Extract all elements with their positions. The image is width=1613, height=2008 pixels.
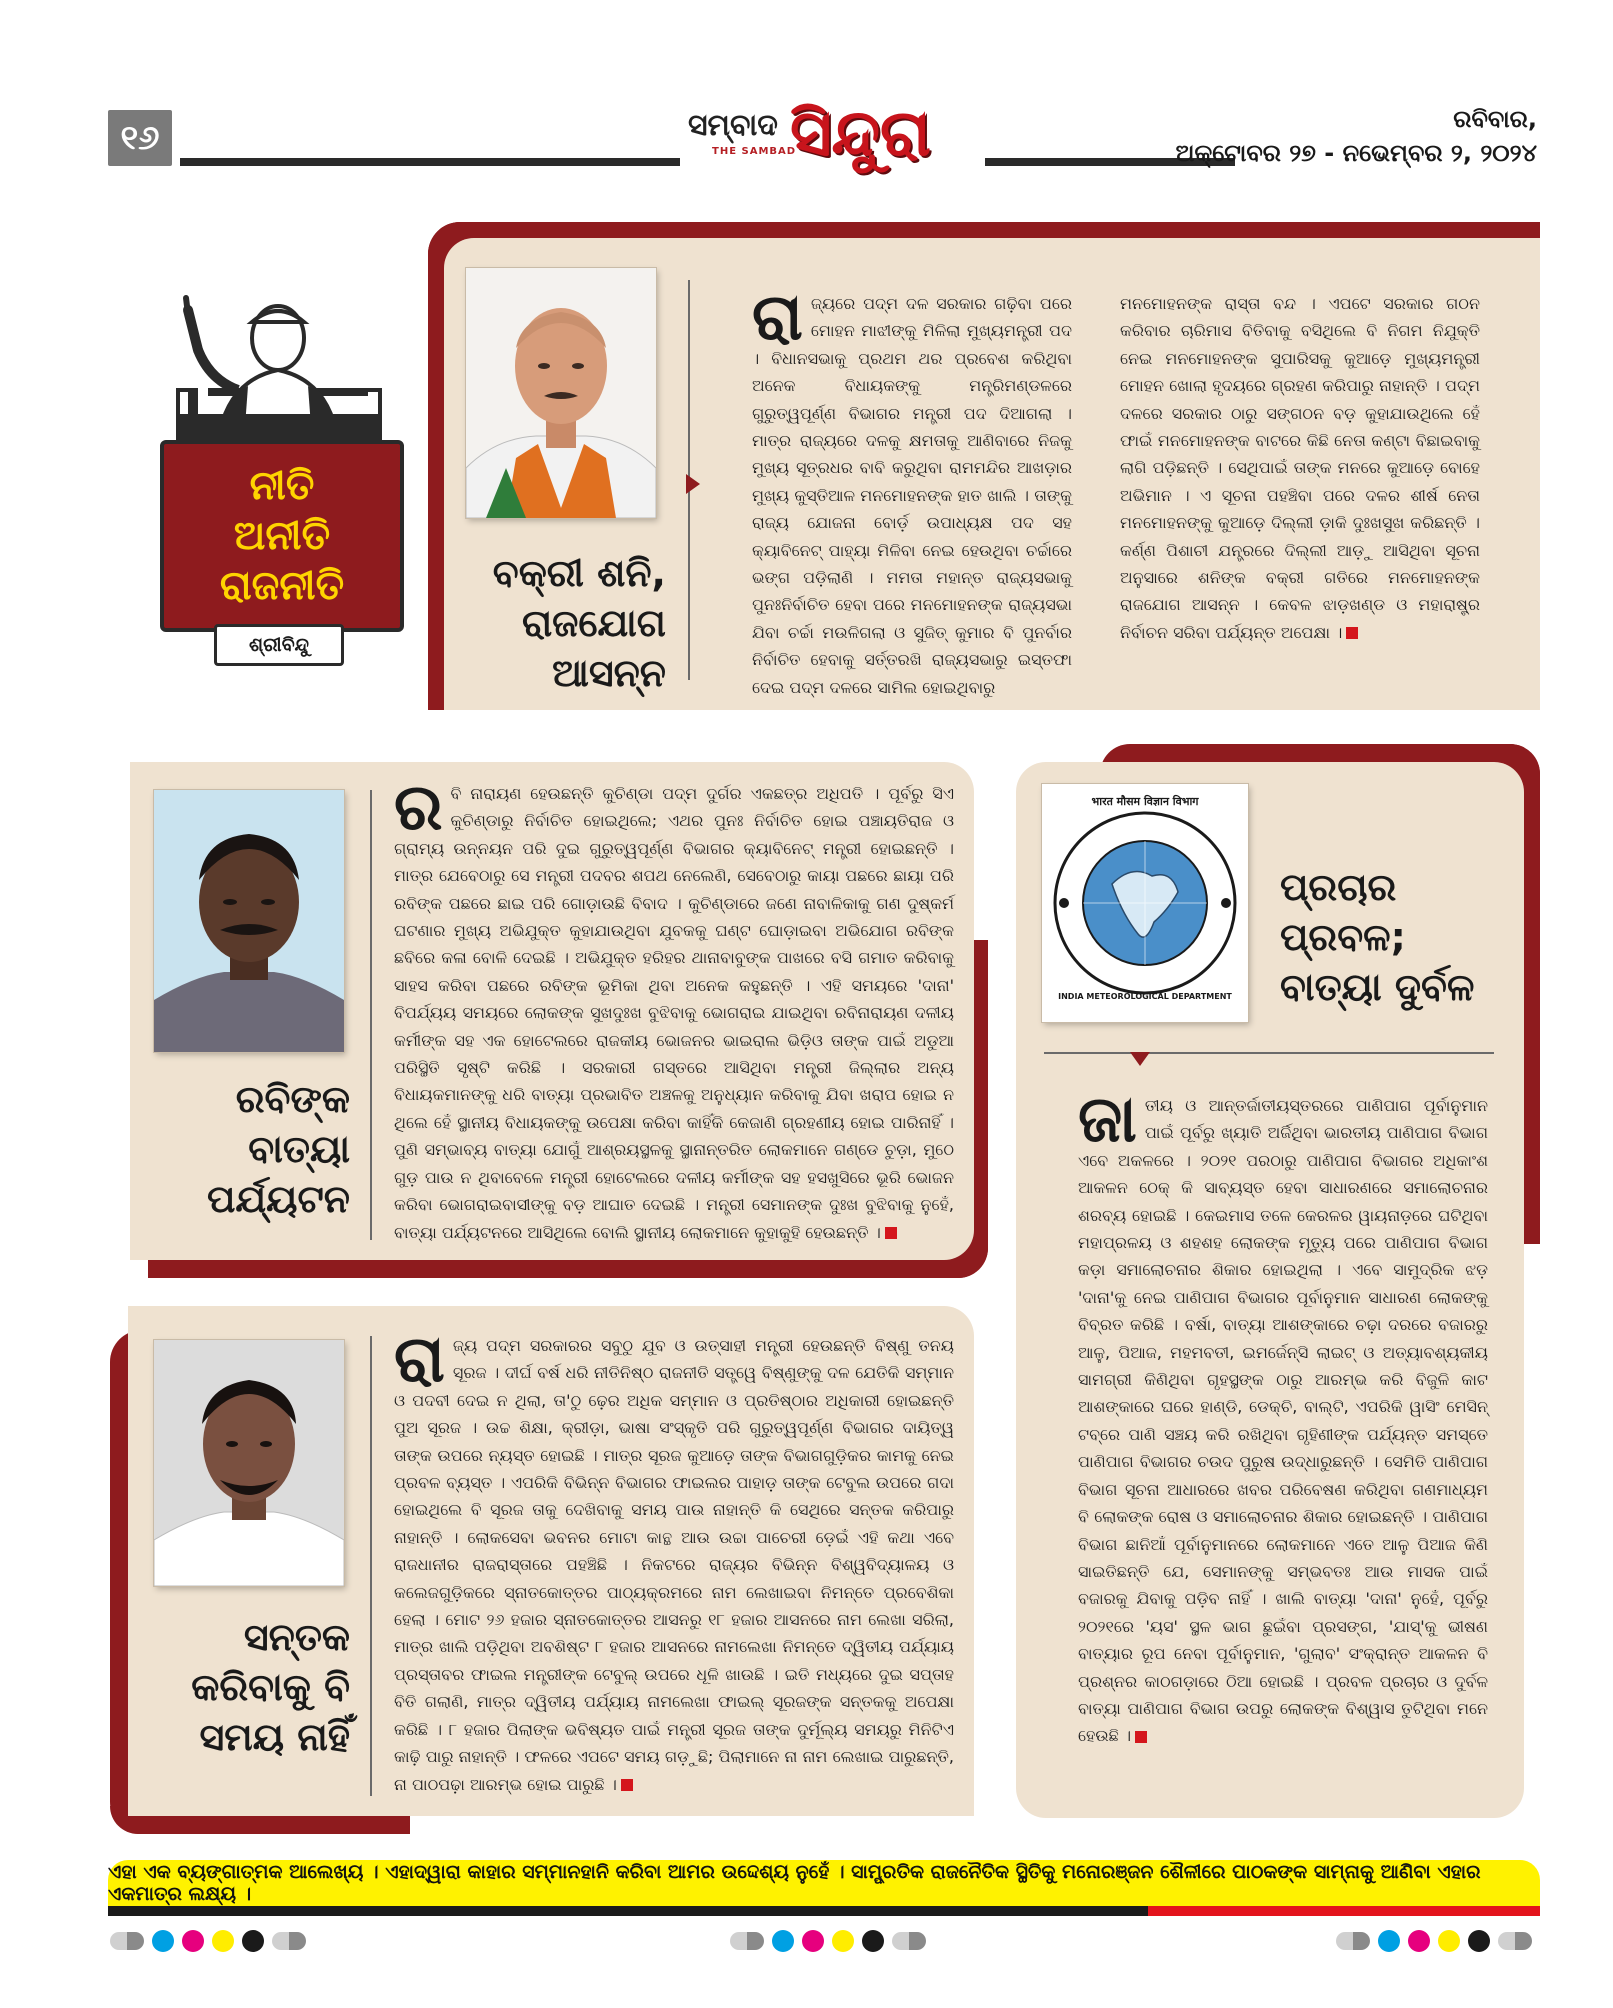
story2-divider <box>370 790 372 1240</box>
story1-headline-line1: ବକ୍ରୀ ଶନି, <box>492 551 666 595</box>
story2-portrait-image <box>154 790 344 1052</box>
register-dot-black <box>242 1930 264 1952</box>
register-dot-cyan <box>1378 1930 1400 1952</box>
column-author: ଶ୍ରୀବିନ୍ଦୁ <box>214 624 344 666</box>
story4-text: ତୀୟ ଓ ଆନ୍ତର୍ଜାତୀୟସ୍ତରରେ ପାଣିପାଗ ପୂର୍ବାନୁମାନ ପାଇଁ ପୂର୍ବରୁ ଖ୍ୟାତି ଅର୍ଜିଥିବା ଭାରତୀୟ ପାଣିପାଗ ବିଭାଗ ଏବେ ଅକଳରେ । ୨୦୨୧ ପରଠାରୁ ପାଣିପାଗ ବିଭାଗର ଅଧିକାଂଶ ଆକଳନ ଠେକ୍ କି ସାବ୍ୟସ୍ତ ହେବା ସାଧାରଣରେ ସମାଲୋଚନାର ଶରବ୍ୟ ହୋଇଛି । କେଇମାସ ତଳେ କେରଳର ୱାୟନାଡ଼ରେ ଘଟିଥିବା ମହାପ୍ରଳୟ ଓ ଶହଶହ ଲୋକଙ୍କ ମୃତ୍ୟୁ ପରେ ପାଣିପାଗ ବିଭାଗ କଡ଼ା ସମାଲୋଚନାର ଶିକାର ହୋଇଥିଲା । ଏବେ ସାମୁଦ୍ରିକ ଝଡ଼ 'ଦାନା'କୁ ନେଇ ପାଣିପାଗ ବିଭାଗର ପୂର୍ବାନୁମାନ ସାଧାରଣ ଲୋକଙ୍କୁ ବିବ୍ରତ କରିଛି । ବର୍ଷା, ବାତ୍ୟା ଆଶଙ୍କାରେ ଚଢ଼ା ଦରରେ ବଜାରରୁ ଆଳୁ, ପିଆଜ, ମହମବତୀ, ଇମର୍ଜେନ୍ସି ଲାଇଟ୍ ଓ ଅତ୍ୟାବଶ୍ୟକୀୟ ସାମଗ୍ରୀ କିଣିଥିବା ଗୃହସ୍ଥଙ୍କ ଠାରୁ ଆରମ୍ଭ କରି ବିଜୁଳି କାଟ ଆଶଙ୍କାରେ ଘରେ ହାଣ୍ଡି, ଡେକ୍ଚି, ବାଲ୍ଟି, ଏପରିକି ୱାସିଂ ମେସିନ୍ ଟବ୍‌ରେ ପାଣି ସଞ୍ଚୟ କରି ରଖିଥିବା ଗୃହିଣୀଙ୍କ ପର୍ଯ୍ୟନ୍ତ ସମସ୍ତେ ପାଣିପାଗ ବିଭାଗର ଚଉଦ ପୁରୁଷ ଉଦ୍ଧାରୁଛନ୍ତି । ସେମିତି ପାଣିପାଗ ବିଭାଗ ସୂଚନା ଆଧାରରେ ଖବର ପରିବେଷଣ କରିଥିବା ଗଣମାଧ୍ୟମ ବି ଲୋକଙ୍କ ରୋଷ ଓ ସମାଲୋଚନାର ଶିକାର ହୋଇଛନ୍ତି । ପାଣିପାଗ ବିଭାଗ ଛାନିଆଁ ପୂର୍ବାନୁମାନରେ ଲୋକମାନେ ଏତେ ଆଳୁ ପିଆଜ କିଣି ସାଇତିଛନ୍ତି ଯେ, ସେମାନଙ୍କୁ ସମ୍ଭବତଃ ଆଉ ମାସକ ପାଇଁ ବଜାରକୁ ଯିବାକୁ ପଡ଼ିବ ନାହିଁ । ଖାଲି ବାତ୍ୟା 'ଦାନା' ନୁହେଁ, ପୂର୍ବରୁ ୨୦୨୧ରେ 'ୟସ' ସ୍ଥଳ ଭାଗ ଛୁଇଁବା ପ୍ରସଙ୍ଗ, 'ଯାସ୍'କୁ ଭୀଷଣ ବାତ୍ୟାର ରୂପ ନେବା ପୂର୍ବାନୁମାନ, 'ଗୁଲାବ' ସଂକ୍ରାନ୍ତ ଆକଳନ ବି ପ୍ରଶ୍ନର କାଠଗଡ଼ାରେ ଠିଆ ହୋଇଛି । ପ୍ରବଳ ପ୍ରଚାର ଓ ଦୁର୍ବଳ ବାତ୍ୟା ପାଣିପାଗ ବିଭାଗ ଉପରୁ ଲୋକଙ୍କ ବିଶ୍ୱାସ ତୁଟିଥିବା ମନେ ହେଉଛି । <box>1078 1096 1488 1746</box>
story3-headline-line1: ସନ୍ତକ <box>243 1615 350 1659</box>
imd-logo-image <box>1042 784 1248 1022</box>
imd-logo-bottom-text: INDIA METEOROLOGICAL DEPARTMENT <box>1058 992 1232 1001</box>
masthead-rule-left <box>180 158 680 166</box>
story1-body-col2 <box>1120 290 1480 646</box>
story4-divider <box>1044 1052 1494 1054</box>
story2-headline-line2: ପର୍ଯ୍ୟଟନ <box>207 1177 350 1221</box>
register-marks-right <box>1336 1930 1532 1952</box>
register-pill <box>730 1932 764 1950</box>
column-title-plaque <box>160 440 404 632</box>
story3-divider <box>370 1336 372 1796</box>
register-dot-yellow <box>832 1930 854 1952</box>
register-dot-black <box>1468 1930 1490 1952</box>
register-pill <box>110 1932 144 1950</box>
issue-day: ରବିବାର, <box>1453 105 1537 133</box>
register-marks-center <box>730 1930 926 1952</box>
story4-dropcap: ଜା <box>1078 1083 1137 1157</box>
brand-sindura: ସିନ୍ଦୁରା <box>790 96 931 171</box>
register-dot-magenta <box>1408 1930 1430 1952</box>
story2-endmark <box>885 1227 897 1239</box>
register-pill <box>1498 1932 1532 1950</box>
story2-dropcap: ର <box>394 771 443 845</box>
color-stripe-black <box>108 1906 1148 1916</box>
brand-sambad: ସମ୍ବାଦ <box>688 108 778 143</box>
register-dot-black <box>862 1930 884 1952</box>
story2-headline-line1: ରବିଙ୍କ ବାତ୍ୟା <box>235 1077 350 1171</box>
story4-headline-line3: ବାତ୍ୟା ଦୁର୍ବଳ <box>1280 965 1475 1009</box>
register-pill <box>892 1932 926 1950</box>
register-pill <box>1336 1932 1370 1950</box>
story4-body <box>1078 1083 1488 1750</box>
issue-date-range: ଅକ୍ଟୋବର ୨୭ - ନଭେମ୍ବର ୨, ୨୦୨୪ <box>1175 139 1537 167</box>
story1-headline <box>466 548 666 698</box>
register-pill <box>272 1932 306 1950</box>
story3-headline-line2: କରିବାକୁ ବି <box>191 1665 350 1709</box>
register-dot-yellow <box>1438 1930 1460 1952</box>
story4-headline <box>1280 862 1500 1012</box>
story1-headline-line2: ରାଜଯୋଗ <box>521 601 666 645</box>
story3-dropcap: ରା <box>394 1323 445 1397</box>
register-dot-magenta <box>182 1930 204 1952</box>
story4-headline-line1: ପ୍ରଚାର <box>1280 865 1397 909</box>
story3-body <box>394 1323 954 1798</box>
story3-headline-line3: ସମୟ ନାହିଁ <box>199 1715 350 1759</box>
story3-endmark <box>621 1779 633 1791</box>
imd-logo-top-text: भारत मौसम विज्ञान विभाग <box>1091 795 1199 808</box>
story1-body-col1 <box>752 281 1072 701</box>
color-stripe-red <box>1148 1906 1540 1916</box>
story4-endmark <box>1135 1731 1147 1743</box>
issue-date <box>1176 102 1537 170</box>
imd-logo <box>1042 784 1248 1022</box>
story1-dropcap: ରା <box>752 281 803 355</box>
brand-sambad-sub: THE SAMBAD <box>712 146 797 157</box>
register-dot-magenta <box>802 1930 824 1952</box>
story1-endmark <box>1346 627 1358 639</box>
story1-portrait <box>466 268 656 518</box>
page-number: ୧୬ <box>108 110 172 166</box>
column-title-line3: ରାଜନୀତି <box>219 563 345 609</box>
story2-portrait <box>154 790 344 1052</box>
register-dot-cyan <box>772 1930 794 1952</box>
story4-divider-arrow <box>1130 1052 1150 1066</box>
register-marks-left <box>110 1930 306 1952</box>
story4-headline-line2: ପ୍ରବଳ; <box>1280 915 1406 959</box>
register-dot-yellow <box>212 1930 234 1952</box>
story1-text-col1: ଜ୍ୟରେ ପଦ୍ମ ଦଳ ସରକାର ଗଢ଼ିବା ପରେ ମୋହନ ମାଝୀଙ୍କୁ ମିଳିଲା ମୁଖ୍ୟମନ୍ତ୍ରୀ ପଦ । ବିଧାନସଭାକୁ ପ୍ରଥମ ଥର ପ୍ରବେଶ କରିଥିବା ଅନେକ ବିଧାୟକଙ୍କୁ ମନ୍ତ୍ରିମଣ୍ଡଳରେ ଗୁରୁତ୍ୱପୂର୍ଣ୍ଣ ବିଭାଗର ମନ୍ତ୍ରୀ ପଦ ଦିଆଗଲା । ମାତ୍ର ରାଜ୍ୟରେ ଦଳକୁ କ୍ଷମତାକୁ ଆଣିବାରେ ନିଜକୁ ମୁଖ୍ୟ ସୂତ୍ରଧର ବାବି କରୁଥିବା ରାମମନ୍ଦିର ଆଖଡ଼ାର ମୁଖ୍ୟ କୁସ୍ତିଆଳ ମନମୋହନଙ୍କ ହାତ ଖାଲି । ତାଙ୍କୁ ରାଜ୍ୟ ଯୋଜନା ବୋର୍ଡ଼ ଉପାଧ୍ୟକ୍ଷ ପଦ ସହ କ୍ୟାବିନେଟ୍ ପାହ୍ୟା ମିଳିବା ନେଇ ହେଉଥିବା ଚର୍ଚ୍ଚାରେ ଭଙ୍ଗ ପଡ଼ିଲାଣି । ମମତା ମହାନ୍ତ ରାଜ୍ୟସଭାକୁ ପୁନଃନିର୍ବାଚିତ ହେବା ପରେ ମନମୋହନଙ୍କ ରାଜ୍ୟସଭା ଯିବା ଚର୍ଚ୍ଚା ମଉଳିଗଲା ଓ ସୁଜିତ୍ କୁମାର ବି ପୁନର୍ବାର ନିର୍ବାଚିତ ହେବାକୁ ସର୍ତ୍ତରଖି ରାଜ୍ୟସଭାରୁ ଇସ୍ତଫା ଦେଇ ପଦ୍ମ ଦଳରେ ସାମିଲ ହୋଇଥିବାରୁ <box>752 294 1072 697</box>
story3-text: ଜ୍ୟ ପଦ୍ମ ସରକାରର ସବୁଠୁ ଯୁବ ଓ ଉତ୍ସାହୀ ମନ୍ତ୍ରୀ ହେଉଛନ୍ତି ବିଷ୍ଣୁ ତନୟ ସୂରଜ । ଦୀର୍ଘ ବର୍ଷ ଧରି ନୀତିନିଷ୍ଠ ରାଜନୀତି ସତ୍ତ୍ୱେ ବିଷ୍ଣୁଙ୍କୁ ଦଳ ଯେତିକି ସମ୍ମାନ ଓ ପଦବୀ ଦେଇ ନ ଥିଲା, ତା'ଠୁ ଢ଼େର ଅଧିକ ସମ୍ମାନ ଓ ପ୍ରତିଷ୍ଠାର ଅଧିକାରୀ ହୋଇଛନ୍ତି ପୁଅ ସୂରଜ । ଉଚ୍ଚ ଶିକ୍ଷା, କ୍ରୀଡ଼ା, ଭାଷା ସଂସ୍କୃତି ପରି ଗୁରୁତ୍ୱପୂର୍ଣ୍ଣ ବିଭାଗର ଦାୟିତ୍ୱ ତାଙ୍କ ଉପରେ ନ୍ୟସ୍ତ ହୋଇଛି । ମାତ୍ର ସୂରଜ କୁଆଡ଼େ ତାଙ୍କ ବିଭାଗଗୁଡ଼ିକର କାମକୁ ନେଇ ପ୍ରବଳ ବ୍ୟସ୍ତ । ଏପରିକି ବିଭିନ୍ନ ବିଭାଗର ଫାଇଲର ପାହାଡ଼ ତାଙ୍କ ଟେବୁଲ ଉପରେ ଗଦା ହୋଇଥିଲେ ବି ସୂରଜ ତାକୁ ଦେଖିବାକୁ ସମୟ ପାଉ ନାହାନ୍ତି କି ସେଥିରେ ସନ୍ତକ କରିପାରୁ ନାହାନ୍ତି । ଲୋକସେବା ଭବନର ମୋଟା କାନ୍ଥ ଆଉ ଉଚ୍ଚା ପାଚେରୀ ଡ଼େଇଁ ଏହି କଥା ଏବେ ରାଜଧାନୀର ରାଜରାସ୍ତାରେ ପହଞ୍ଚିଛି । ନିକଟରେ ରାଜ୍ୟର ବିଭିନ୍ନ ବିଶ୍ୱବିଦ୍ୟାଳୟ ଓ କଲେଜଗୁଡ଼ିକରେ ସ୍ନାତକୋତ୍ତର ପାଠ୍ୟକ୍ରମରେ ନାମ ଲେଖାଇବା ନିମନ୍ତେ ପ୍ରବେଶିକା ହେଲା । ମୋଟ ୨୬ ହଜାର ସ୍ନାତକୋତ୍ତର ଆସନରୁ ୧୮ ହଜାର ଆସନରେ ନାମ ଲେଖା ସରିଲା, ମାତ୍ର ଖାଲି ପଡ଼ିଥିବା ଅବଶିଷ୍ଟ ୮ ହଜାର ଆସନରେ ନାମଲେଖା ନିମନ୍ତେ ଦ୍ୱିତୀୟ ପର୍ଯ୍ୟାୟ ପ୍ରସ୍ତାବର ଫାଇଲ ମନ୍ତ୍ରୀଙ୍କ ଟେବୁଲ୍ ଉପରେ ଧୂଳି ଖାଉଛି । ଇତି ମଧ୍ୟରେ ଦୁଇ ସପ୍ତାହ ବିତି ଗଲାଣି, ମାତ୍ର ଦ୍ୱିତୀୟ ପର୍ଯ୍ୟାୟ ନାମଲେଖା ଫାଇଲ୍ ସୂରଜଙ୍କ ସନ୍ତକକୁ ଅପେକ୍ଷା କରିଛି । ୮ ହଜାର ପିଲାଙ୍କ ଭବିଷ୍ୟତ ପାଇଁ ମନ୍ତ୍ରୀ ସୂରଜ ତାଙ୍କ ଦୁର୍ମୂଲ୍ୟ ସମୟରୁ ମିନିଟିଏ କାଢ଼ି ପାରୁ ନାହାନ୍ତି । ଫଳରେ ଏପଟେ ସମୟ ଗଡ଼ୁଛି; ପିଲାମାନେ ନା ନାମ ଲେଖାଇ ପାରୁଛନ୍ତି, ନା ପାଠପଢ଼ା ଆରମ୍ଭ ହୋଇ ପାରୁଛି । <box>394 1336 954 1794</box>
story1-portrait-image <box>466 268 656 518</box>
story1-text-col2: ମନମୋହନଙ୍କ ରାସ୍ତା ବନ୍ଦ । ଏପଟେ ସରକାର ଗଠନ କରିବାର ଚାରିମାସ ବିତିବାକୁ ବସିଥିଲେ ବି ନିଗମ ନିଯୁକ୍ତି ନେଇ ମନମୋହନଙ୍କ ସୁପାରିସକୁ କୁଆଡ଼େ ମୁଖ୍ୟମନ୍ତ୍ରୀ ମୋହନ ଖୋଲା ହୃଦୟରେ ଗ୍ରହଣ କରିପାରୁ ନାହାନ୍ତି । ପଦ୍ମ ଦଳରେ ସରକାର ଠାରୁ ସଙ୍ଗଠନ ବଡ଼ କୁହାଯାଉଥିଲେ ହେଁ ଫାଇଁ ମନମୋହନଙ୍କ ବାଟରେ କିଛି ନେତା କଣ୍ଟା ବିଛାଇବାକୁ ଲାଗି ପଡ଼ିଛନ୍ତି । ସେଥିପାଇଁ ତାଙ୍କ ମନରେ କୁଆଡ଼େ ବୋହେ ଅଭିମାନ । ଏ ସୂଚନା ପହଞ୍ଚିବା ପରେ ଦଳର ଶୀର୍ଷ ନେତା ମନମୋହନଙ୍କୁ କୁଆଡ଼େ ଦିଲ୍ଲୀ ଡ଼ାକି ଦୁଃଖସୁଖ କରିଛନ୍ତି । କର୍ଣ୍ଣ ପିଶାଚୀ ଯନ୍ତ୍ରରେ ଦିଲ୍ଲୀ ଆଡ଼ୁ ଆସିଥିବା ସୂଚନା ଅନୁସାରେ ଶନିଙ୍କ ବକ୍ରୀ ଗତିରେ ମନମୋହନଙ୍କ ରାଜଯୋଗ ଆସନ୍ନ । କେବଳ ଝାଡ଼ଖଣ୍ଡ ଓ ମହାରାଷ୍ଟ୍ର ନିର୍ବାଚନ ସରିବା ପର୍ଯ୍ୟନ୍ତ ଅପେକ୍ଷା । <box>1120 294 1480 642</box>
story2-headline <box>150 1074 350 1224</box>
story3-portrait <box>154 1340 344 1586</box>
story3-headline <box>150 1612 350 1762</box>
column-title-line2: ଅନୀତି <box>233 513 331 559</box>
register-dot-cyan <box>152 1930 174 1952</box>
column-title-line1: ନୀତି <box>249 463 315 509</box>
story1-headline-line3: ଆସନ୍ନ <box>552 651 666 695</box>
story3-portrait-image <box>154 1340 344 1586</box>
disclaimer-banner: ଏହା ଏକ ବ୍ୟଙ୍ଗାତ୍ମକ ଆଲେଖ୍ୟ । ଏହାଦ୍ୱାରା କାହାର ସମ୍ମାନହାନି କରିବା ଆମର ଉଦ୍ଦେଶ୍ୟ ନୁହେଁ । ସାମ୍ପ୍ରତିକ ରାଜନୈତିକ ସ୍ଥିତିକୁ ମନୋରଞ୍ଜନ ଶୈଳୀରେ ପାଠକଙ୍କ ସାମ୍ନାକୁ ଆଣିବା ଏହାର ଏକମାତ୍ର ଲକ୍ଷ୍ୟ । <box>108 1860 1540 1906</box>
story2-body <box>394 771 954 1246</box>
story1-divider-arrow <box>686 474 700 494</box>
story2-text: ବି ନାରାୟଣ ହେଉଛନ୍ତି କୁଚିଣ୍ଡା ପଦ୍ମ ଦୁର୍ଗର ଏକଛତ୍ର ଅଧିପତି । ପୂର୍ବରୁ ସିଏ କୁଚିଣ୍ଡାରୁ ନିର୍ବାଚିତ ହୋଇଥିଲେ; ଏଥର ପୁନଃ ନିର୍ବାଚିତ ହୋଇ ପଞ୍ଚାୟତିରାଜ ଓ ଗ୍ରାମ୍ୟ ଉନ୍ନୟନ ପରି ଦୁଇ ଗୁରୁତ୍ୱପୂର୍ଣ୍ଣ ବିଭାଗର କ୍ୟାବିନେଟ୍ ମନ୍ତ୍ରୀ ହୋଇଛନ୍ତି । ମାତ୍ର ଯେବେଠାରୁ ସେ ମନ୍ତ୍ରୀ ପଦବର ଶପଥ ନେଲେଣି, ସେବେଠାରୁ କାୟା ପଛରେ ଛାୟା ପରି ରବିଙ୍କ ପଛରେ ଛାଇ ପରି ଗୋଡ଼ାଉଛି ବିବାଦ । କୁଚିଣ୍ଡାରେ ଜଣେ ନାବାଳିକାକୁ ଗଣ ଦୁଷ୍କର୍ମ ଘଟଣାର ମୁଖ୍ୟ ଅଭିଯୁକ୍ତ କୁହାଯାଉଥିବା ଯୁବକକୁ ଘଣ୍ଟ ଘୋଡ଼ାଇବା ଅଭିଯୋଗ ରବିଙ୍କ ଛବିରେ କଳା ବୋଳି ଦେଇଛି । ଅଭିଯୁକ୍ତ ହରିହର ଥାନାବାବୁଙ୍କ ପାଖରେ ବସି ଗମାତ କରିବାକୁ ସାହସ କରିବା ପଛରେ ରବିଙ୍କ ଭୂମିକା ଥିବା ଅନେକ କହୁଛନ୍ତି । ଏହି ସମୟରେ 'ଦାନା' ବିପର୍ଯ୍ୟୟ ସମୟରେ ଲୋକଙ୍କ ସୁଖଦୁଃଖ ବୁଝିବାକୁ ଭୋଗରାଇ ଯାଇଥିବା ରବିନାରାୟଣ ଦଳୀୟ କର୍ମୀଙ୍କ ସହ ଏକ ହୋଟେଲରେ ରାଜକୀୟ ଭୋଜନର ଭାଇରାଲ ଭିଡ଼ିଓ ତାଙ୍କ ପାଇଁ ଅଡୁଆ ପରିସ୍ଥିତି ସୃଷ୍ଟି କରିଛି । ସରକାରୀ ଗସ୍ତରେ ଆସିଥିବା ମନ୍ତ୍ରୀ ଜିଲ୍ଲାର ଅନ୍ୟ ବିଧାୟକମାନଙ୍କୁ ଧରି ବାତ୍ୟା ପ୍ରଭାବିତ ଅଞ୍ଚଳକୁ ଅନୁଧ୍ୟାନ କରିବାକୁ ଯିବା ଖରାପ ହୋଇ ନ ଥିଲେ ହେଁ ସ୍ଥାନୀୟ ବିଧାୟକଙ୍କୁ ଉପେକ୍ଷା କରିବା କାହିଁକି କେଜାଣି ଗ୍ରହଣୀୟ ହୋଇ ପାରିନାହିଁ । ପୁଣି ସମ୍ଭାବ୍ୟ ବାତ୍ୟା ଯୋଗୁଁ ଆଶ୍ରୟସ୍ଥଳକୁ ସ୍ଥାନାନ୍ତରିତ ଲୋକମାନେ ଗଣ୍ଡେ ଚୁଡ଼ା, ମୁଠେ ଗୁଡ଼ ପାଉ ନ ଥିବାବେଳେ ମନ୍ତ୍ରୀ ହୋଟେଲରେ ଦଳୀୟ କର୍ମୀଙ୍କ ସହ ହସଖୁସିରେ ଭୂରି ଭୋଜନ କରିବା ଭୋଗରାଇବାସୀଙ୍କୁ ବଡ଼ ଆଘାତ ଦେଇଛି । ମନ୍ତ୍ରୀ ସେମାନଙ୍କ ଦୁଃଖ ବୁଝିବାକୁ ନୁହେଁ, ବାତ୍ୟା ପର୍ଯ୍ୟଟନରେ ଆସିଥିଲେ ବୋଲି ସ୍ଥାନୀୟ ଲୋକମାନେ କୁହାକୁହି ହେଉଛନ୍ତି । <box>394 784 954 1242</box>
